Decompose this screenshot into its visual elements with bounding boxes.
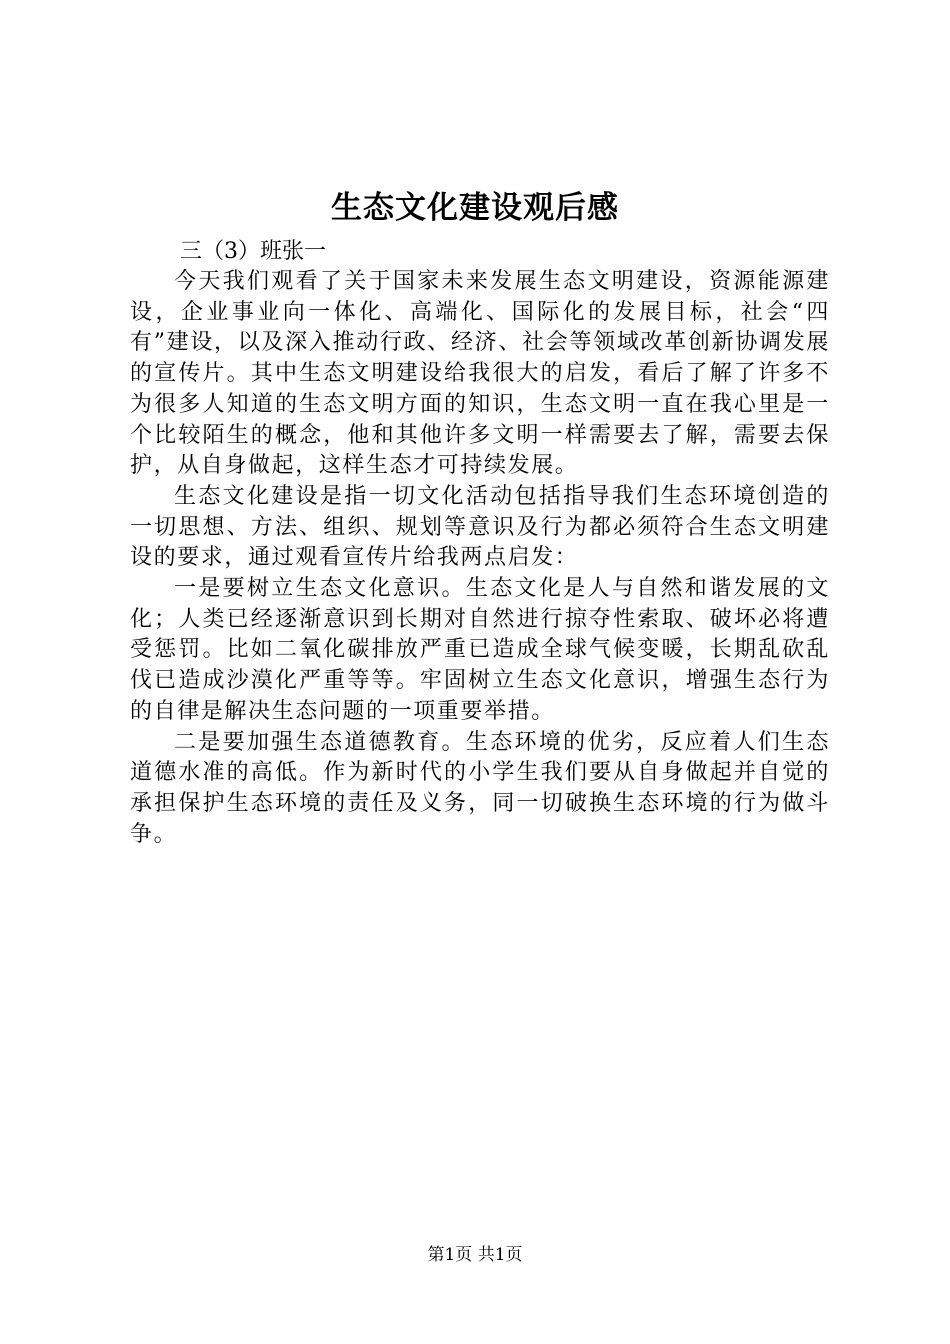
page-footer: 第1页 共1页 — [427, 1245, 523, 1265]
paragraph-4: 二是要加强生态道德教育。生态环境的优劣，反应着人们生态道德水准的高低。作为新时代的小学生我们要从自身做起并自觉的承担保护生态环境的责任及义务，同一切破换生态环境的行为做斗争。 — [130, 729, 830, 847]
author-byline: 三（3）班张一 — [180, 239, 326, 264]
paragraph-1: 今天我们观看了关于国家未来发展生态文明建设，资源能源建设，企业事业向一体化、高端化、国际化的发展目标，社会“四有”建设，以及深入推动行政、经济、社会等领域改革创新协调发展的宣传片。其中生态文明建设给我很大的启发，看后了解了许多不为很多人知道的生态文明方面的知识，生态文明一直在我心里是一个比较陌生的概念，他和其他许多文明一样需要去了解，需要去保护，从自身做起，这样生态才可持续发展。 — [130, 269, 830, 479]
paragraph-2: 生态文化建设是指一切文化活动包括指导我们生态环境创造的一切思想、方法、组织、规划等意识及行为都必须符合生态文明建设的要求，通过观看宣传片给我两点启发： — [130, 483, 830, 571]
paragraph-3: 一是要树立生态文化意识。生态文化是人与自然和谐发展的文化；人类已经逐渐意识到长期对自然进行掠夺性索取、破坏必将遭受惩罚。比如二氧化碳排放严重已造成全球气候变暖，长期乱砍乱伐已造成沙漠化严重等等。牢固树立生态文化意识，增强生态行为的自律是解决生态问题的一项重要举措。 — [130, 576, 830, 724]
document-title: 生态文化建设观后感 — [331, 190, 619, 226]
document-body — [130, 267, 830, 850]
